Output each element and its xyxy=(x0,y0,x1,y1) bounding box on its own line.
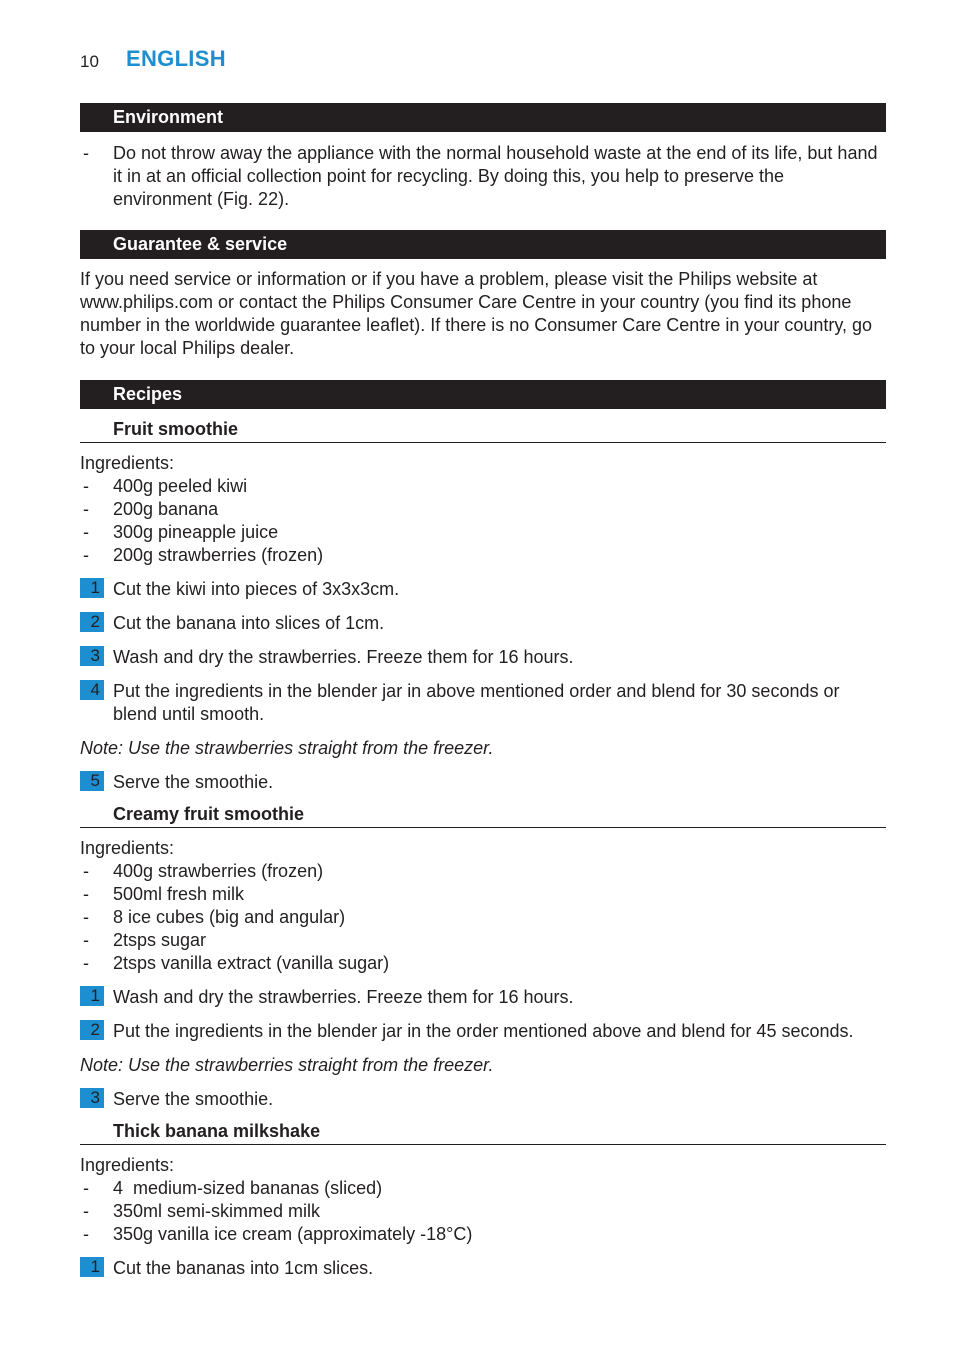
dash-bullet: - xyxy=(83,499,89,519)
ingredient-text: 500ml fresh milk xyxy=(113,884,245,904)
environment-bullet xyxy=(80,142,886,211)
recipe-title-fruit-smoothie: Fruit smoothie xyxy=(80,417,886,443)
step-number-badge: 4 xyxy=(80,680,104,700)
dash-bullet: - xyxy=(83,476,89,496)
step-number-badge: 3 xyxy=(80,646,104,666)
dash-bullet: - xyxy=(83,545,89,565)
ingredient-item xyxy=(80,475,886,498)
step-text: Wash and dry the strawberries. Freeze them for 16 hours. xyxy=(113,647,574,667)
step-item xyxy=(80,771,886,794)
ingredient-item xyxy=(80,1200,886,1223)
ingredient-item xyxy=(80,1177,886,1200)
section-heading-recipes: Recipes xyxy=(80,380,886,409)
dash-bullet: - xyxy=(83,884,89,904)
ingredient-item xyxy=(80,544,886,567)
ingredient-text: 400g strawberries (frozen) xyxy=(113,861,324,881)
dash-bullet: - xyxy=(83,143,89,163)
ingredient-text: 350g vanilla ice cream (approximately -18°C) xyxy=(113,1224,473,1244)
ingredient-text: 4 medium-sized bananas (sliced) xyxy=(113,1178,383,1198)
note-text: Note: Use the strawberries straight from the freezer. xyxy=(80,1055,494,1075)
step-text: Cut the kiwi into pieces of 3x3x3cm. xyxy=(113,579,400,599)
ingredient-item xyxy=(80,521,886,544)
ingredient-text: 2tsps sugar xyxy=(113,930,207,950)
section-heading-environment: Environment xyxy=(80,103,886,132)
language-title: ENGLISH xyxy=(126,46,226,71)
dash-bullet: - xyxy=(83,953,89,973)
note-text: Note: Use the strawberries straight from the freezer. xyxy=(80,738,494,758)
dash-bullet: - xyxy=(83,907,89,927)
step-item xyxy=(80,680,886,726)
ingredient-item xyxy=(80,906,886,929)
dash-bullet: - xyxy=(83,522,89,542)
step-number-badge: 5 xyxy=(80,771,104,791)
ingredient-text: 300g pineapple juice xyxy=(113,522,279,542)
guarantee-text-after: or contact the Philips Consumer Care Centre in your country (you find its phone number in the worldwide guarantee leaflet). If there is no Consumer Care Centre in your country, go to your local Philips dealer. xyxy=(80,292,873,358)
dash-bullet: - xyxy=(83,1224,89,1244)
step-text: Serve the smoothie. xyxy=(113,1089,274,1109)
page-number: 10 xyxy=(80,52,99,71)
ingredient-item xyxy=(80,952,886,975)
ingredients-label: Ingredients: xyxy=(80,1155,175,1175)
recipe-title-creamy-fruit-smoothie: Creamy fruit smoothie xyxy=(80,802,886,828)
ingredient-item xyxy=(80,929,886,952)
ingredient-text: 2tsps vanilla extract (vanilla sugar) xyxy=(113,953,390,973)
step-item xyxy=(80,612,886,635)
step-item xyxy=(80,1088,886,1111)
step-number-badge: 2 xyxy=(80,1020,104,1040)
philips-website-link[interactable]: www.philips.com xyxy=(80,292,214,312)
ingredient-text: 400g peeled kiwi xyxy=(113,476,248,496)
ingredient-item xyxy=(80,498,886,521)
environment-bullet-text: Do not throw away the appliance with the normal household waste at the end of its life, but hand it in at an official collection point for recycling. By doing this, you help to preserve the environment (Fig. 22). xyxy=(113,143,878,209)
guarantee-text-before: If you need service or information or if you have a problem, please visit the Philips website at xyxy=(80,269,818,289)
step-text: Cut the banana into slices of 1cm. xyxy=(113,613,385,633)
dash-bullet: - xyxy=(83,1178,89,1198)
step-number-badge: 3 xyxy=(80,1088,104,1108)
ingredient-text: 8 ice cubes (big and angular) xyxy=(113,907,346,927)
step-text: Put the ingredients in the blender jar in the order mentioned above and blend for 45 seconds. xyxy=(113,1021,854,1041)
step-number-badge: 1 xyxy=(80,578,104,598)
step-number-badge: 1 xyxy=(80,1257,104,1277)
step-text: Wash and dry the strawberries. Freeze them for 16 hours. xyxy=(113,987,574,1007)
ingredients-label: Ingredients: xyxy=(80,453,175,473)
step-text: Cut the bananas into 1cm slices. xyxy=(113,1258,374,1278)
dash-bullet: - xyxy=(83,930,89,950)
section-heading-guarantee: Guarantee & service xyxy=(80,230,886,259)
step-item xyxy=(80,1257,886,1280)
step-item xyxy=(80,986,886,1009)
ingredient-text: 200g banana xyxy=(113,499,219,519)
ingredient-text: 350ml semi-skimmed milk xyxy=(113,1201,321,1221)
dash-bullet: - xyxy=(83,861,89,881)
step-text: Put the ingredients in the blender jar in above mentioned order and blend for 30 seconds or blend until smooth. xyxy=(113,681,840,724)
step-number-badge: 2 xyxy=(80,612,104,632)
step-item xyxy=(80,646,886,669)
ingredient-item xyxy=(80,860,886,883)
page-content xyxy=(80,103,886,1280)
step-item xyxy=(80,1020,886,1043)
ingredients-label: Ingredients: xyxy=(80,838,175,858)
dash-bullet: - xyxy=(83,1201,89,1221)
step-number-badge: 1 xyxy=(80,986,104,1006)
step-item xyxy=(80,578,886,601)
ingredient-item xyxy=(80,1223,886,1246)
ingredient-text: 200g strawberries (frozen) xyxy=(113,545,324,565)
recipe-title-thick-banana-milkshake: Thick banana milkshake xyxy=(80,1119,886,1145)
ingredient-item xyxy=(80,883,886,906)
step-text: Serve the smoothie. xyxy=(113,772,274,792)
guarantee-paragraph xyxy=(80,268,886,360)
